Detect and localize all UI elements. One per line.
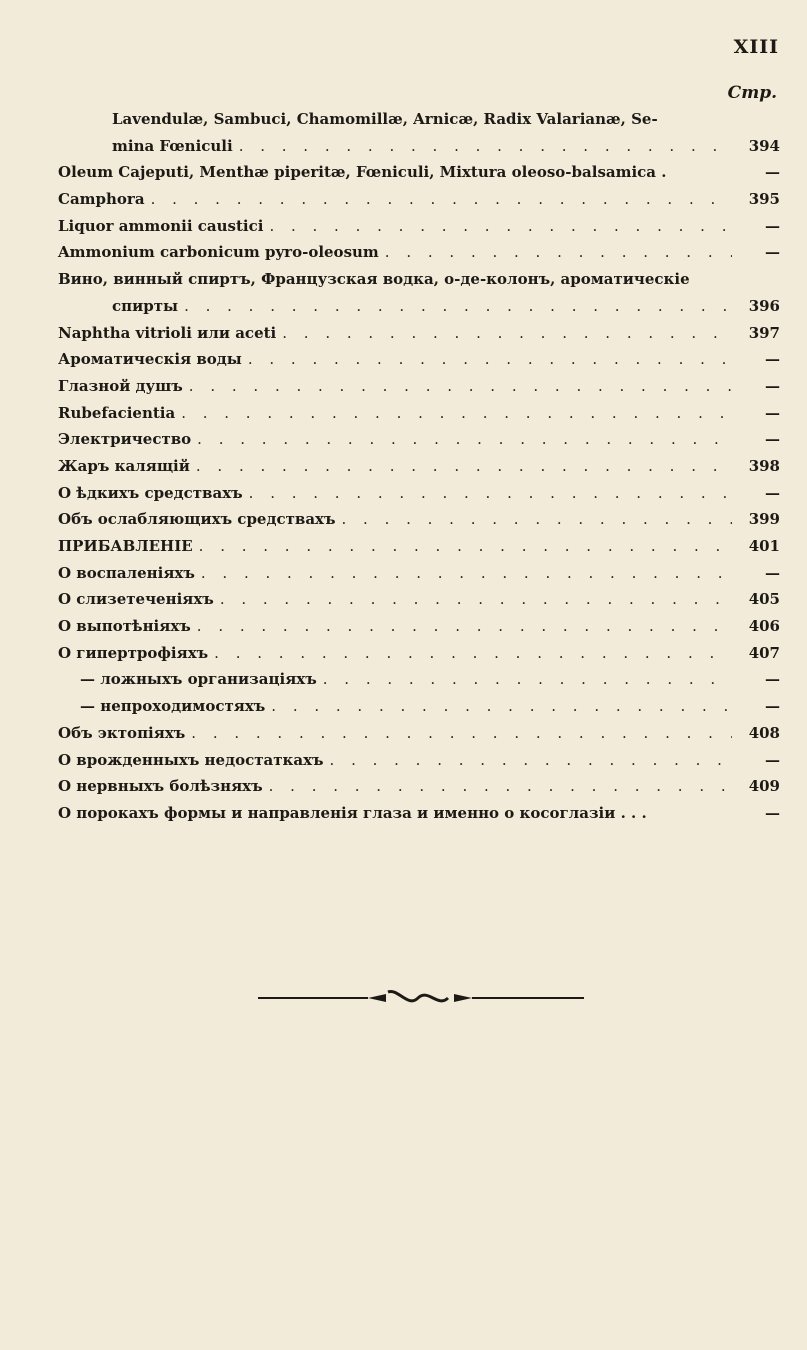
toc-entry-title: О воспаленіяхъ [58,563,195,582]
toc-entry-title: Lavendulæ, Sambuci, Chamomillæ, Arnicæ, Radix Valarianæ, Se- [112,110,658,128]
toc-entry-title: спирты [112,296,179,315]
toc-entry-page: — [765,483,780,502]
dot-leader [239,137,732,155]
toc-entry-title: О гипертрофіяхъ [58,643,209,662]
toc-entry-page: 409 [748,777,780,796]
toc-entry [58,670,780,697]
page-column-header: Стр. [727,83,777,103]
dot-leader [282,324,732,342]
toc-entry [58,430,780,457]
toc-entry [58,537,780,564]
toc-entry-page: — [765,697,780,716]
toc-entry-page: 398 [748,456,780,475]
toc-entry-title: Oleum Cajeputi, Menthæ piperitæ, Fœniculi, Mixtura oleoso-balsamica . [58,163,667,182]
toc-entry [58,217,780,244]
toc-entry-page: — [765,563,780,582]
toc-entry [58,484,780,511]
toc-entry-page: — [765,376,780,395]
toc-entry-title: О выпотѣніяхъ [58,617,191,636]
toc-entry-title: Rubefacientia [58,403,176,422]
toc-entry-title: Объ ослабляющихъ средствахъ [58,510,336,529]
toc-entry-title: Camphora [58,190,145,209]
toc-entry-page: — [765,350,780,369]
toc-entry [58,777,780,804]
toc-entry [58,110,780,137]
ornament-divider [258,988,584,1008]
toc-entry-title: О ѣдкихъ средствахъ [58,483,243,502]
toc-entry-page: — [765,750,780,769]
toc-entry-title: — непроходимостяхъ [80,697,266,716]
dot-leader [269,777,732,795]
toc-entry-title: Глазной душъ [58,376,183,395]
dot-leader [199,537,732,555]
dot-leader [269,217,732,235]
toc-entry-title: Вино, винный спиртъ, Французская водка, о-де-колонъ, ароматическіе [58,270,690,289]
toc-entry-page: — [765,803,780,822]
toc-entry [58,243,780,270]
toc-entry-title: Объ эктопіяхъ [58,723,186,742]
toc-entry [58,510,780,537]
dot-leader [151,190,732,208]
toc-entry [58,644,780,671]
toc-entry-title: — ложныхъ организаціяхъ [80,670,317,689]
toc-entry-page: 399 [748,510,780,529]
dot-leader [189,377,732,395]
dot-leader [197,430,732,448]
toc-entry [58,190,780,217]
dot-leader [323,670,732,688]
toc-entry [58,297,780,324]
toc-entry [58,163,780,190]
toc-entry-page: — [765,243,780,262]
toc-entry-title: Liquor ammonii caustici [58,216,264,235]
toc-entry [58,590,780,617]
toc-entry [58,564,780,591]
toc-entry-title: Naphtha vitrioli или aceti [58,323,277,342]
toc-entry-page: — [765,216,780,235]
dot-leader [191,724,732,742]
toc-entry-title: О слизетеченіяхъ [58,590,214,609]
toc-entry [58,324,780,351]
dot-leader [342,510,733,528]
toc-entry [58,697,780,724]
toc-entry-page: — [765,403,780,422]
dot-leader [201,564,732,582]
toc-entry [58,457,780,484]
dot-leader [184,297,732,315]
dot-leader [181,404,732,422]
toc-entry-title: Электричество [58,430,192,449]
toc-entry [58,617,780,644]
toc-entry-title: Ammonium carbonicum pyro-oleosum [58,243,379,262]
dot-leader [248,350,732,368]
toc-entry [58,804,780,831]
dot-leader [197,617,732,635]
dot-leader [249,484,732,502]
dot-leader [330,751,732,769]
toc-entry [58,751,780,778]
dot-leader [220,590,732,608]
toc-entry-page: 406 [748,617,780,636]
dot-leader [214,644,732,662]
toc-entry [58,377,780,404]
toc-entry [58,270,780,297]
toc-entry [58,350,780,377]
page-number: XIII [733,36,779,58]
toc-entry-page: 397 [748,323,780,342]
toc-entry-title: Ароматическія воды [58,350,242,369]
toc-entry-page: — [765,163,780,182]
toc-entry-page: 396 [748,296,780,315]
toc-entry-title: О врожденныхъ недостаткахъ [58,750,324,769]
dot-leader [385,243,732,261]
toc-entry-page: 408 [748,723,780,742]
table-of-contents [58,110,780,831]
toc-entry-page: — [765,430,780,449]
toc-entry-page: 407 [748,643,780,662]
toc-entry-title: mina Fœniculi [112,136,233,155]
toc-entry-page: 401 [748,537,780,555]
dot-leader [196,457,732,475]
toc-entry-title: ПРИБАВЛЕНІЕ [58,537,193,555]
toc-entry-title: О нервныхъ болѣзняхъ [58,777,263,796]
toc-entry-page: — [765,670,780,689]
toc-entry-page: 394 [748,136,780,155]
toc-entry [58,137,780,164]
toc-entry-title: О порокахъ формы и направленія глаза и именно о косоглазіи . . . [58,803,647,822]
toc-entry-title: Жаръ калящій [58,456,190,475]
toc-entry-page: 395 [748,190,780,209]
toc-entry-page: 405 [748,590,780,609]
toc-entry [58,404,780,431]
toc-entry [58,724,780,751]
dot-leader [271,697,732,715]
